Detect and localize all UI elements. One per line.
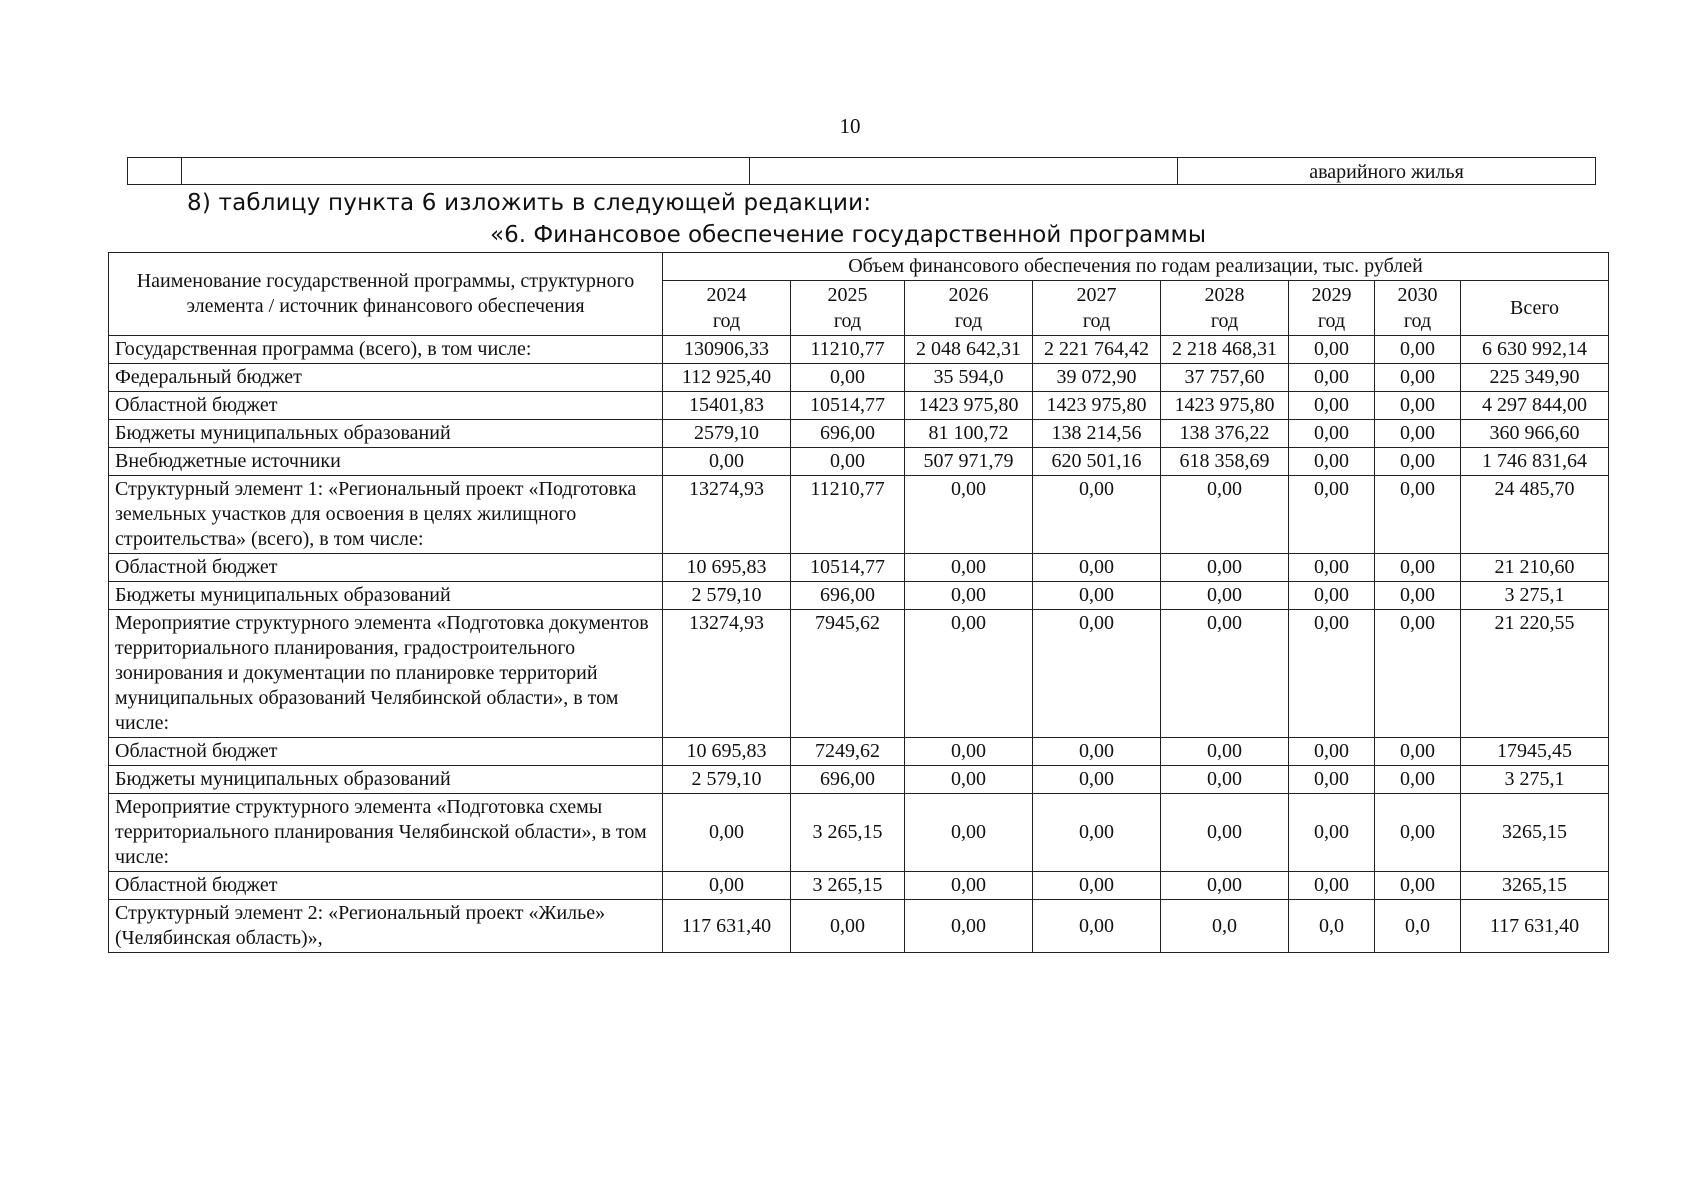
row-total-cell: 3265,15: [1461, 872, 1609, 900]
row-value-cell: 0,00: [1375, 420, 1461, 448]
row-value-cell: 81 100,72: [905, 420, 1033, 448]
row-value-cell: 0,00: [1375, 364, 1461, 392]
table-row: [109, 872, 1609, 900]
row-value-cell: 2 579,10: [663, 766, 791, 794]
row-name: Областной бюджет: [109, 738, 663, 766]
row-value-cell: 10 695,83: [663, 554, 791, 582]
row-value-cell: 7945,62: [791, 610, 905, 738]
row-name: Структурный элемент 2: «Региональный проект «Жилье» (Челябинская область)»,: [109, 900, 663, 953]
row-value-cell: 0,00: [1375, 582, 1461, 610]
table-row: [109, 420, 1609, 448]
row-value-cell: 0,00: [1375, 794, 1461, 872]
row-value-cell: 10514,77: [791, 392, 905, 420]
table-row: [109, 766, 1609, 794]
year-unit: год: [1317, 310, 1346, 332]
year-unit: год: [954, 310, 983, 332]
column-header-group: Объем финансового обеспечения по годам реализации, тыс. рублей: [663, 253, 1609, 281]
year-label: 2030: [1397, 284, 1438, 306]
column-header-year: [663, 281, 791, 336]
row-value-cell: 7249,62: [791, 738, 905, 766]
column-header-year: [1289, 281, 1375, 336]
row-value-cell: 11210,77: [791, 336, 905, 364]
row-value-cell: 3 265,15: [791, 794, 905, 872]
row-value-cell: 0,00: [1033, 794, 1161, 872]
row-value-cell: 2 579,10: [663, 582, 791, 610]
row-value-cell: 0,00: [1033, 900, 1161, 953]
row-value-cell: 37 757,60: [1161, 364, 1289, 392]
table-row: [128, 158, 1596, 185]
row-value-cell: 0,00: [1375, 554, 1461, 582]
row-value-cell: 13274,93: [663, 476, 791, 554]
table-row: [109, 738, 1609, 766]
row-value-cell: 0,00: [1289, 872, 1375, 900]
year-unit: год: [1403, 310, 1432, 332]
row-total-cell: 17945,45: [1461, 738, 1609, 766]
table-row: [109, 336, 1609, 364]
row-value-cell: 0,00: [1033, 610, 1161, 738]
financing-table: [108, 252, 1609, 953]
year-label: 2026: [948, 284, 989, 306]
row-value-cell: 0,00: [1033, 554, 1161, 582]
table-row: [109, 610, 1609, 738]
year-unit: год: [1082, 310, 1111, 332]
row-value-cell: 0,00: [1375, 392, 1461, 420]
row-value-cell: 620 501,16: [1033, 448, 1161, 476]
row-total-cell: 360 966,60: [1461, 420, 1609, 448]
row-name: Областной бюджет: [109, 554, 663, 582]
row-value-cell: 0,00: [1161, 738, 1289, 766]
row-value-cell: 0,00: [905, 554, 1033, 582]
row-total-cell: 117 631,40: [1461, 900, 1609, 953]
row-value-cell: 0,00: [1033, 872, 1161, 900]
row-value-cell: 0,0: [1161, 900, 1289, 953]
row-value-cell: 696,00: [791, 582, 905, 610]
row-value-cell: 0,00: [1033, 582, 1161, 610]
row-value-cell: 0,00: [1033, 476, 1161, 554]
row-value-cell: 0,00: [1289, 582, 1375, 610]
row-total-cell: 6 630 992,14: [1461, 336, 1609, 364]
column-header-year: [1033, 281, 1161, 336]
table-cell: аварийного жилья: [1178, 158, 1596, 185]
row-value-cell: 0,0: [1289, 900, 1375, 953]
row-value-cell: 0,00: [905, 738, 1033, 766]
row-value-cell: 0,00: [1375, 738, 1461, 766]
row-value-cell: 13274,93: [663, 610, 791, 738]
row-value-cell: 0,00: [1289, 448, 1375, 476]
row-value-cell: 130906,33: [663, 336, 791, 364]
row-value-cell: 10514,77: [791, 554, 905, 582]
row-value-cell: 0,00: [1289, 794, 1375, 872]
row-value-cell: 0,00: [905, 872, 1033, 900]
row-name: Федеральный бюджет: [109, 364, 663, 392]
row-total-cell: 21 210,60: [1461, 554, 1609, 582]
row-value-cell: 0,00: [1375, 476, 1461, 554]
row-name: Областной бюджет: [109, 392, 663, 420]
row-value-cell: 0,00: [905, 766, 1033, 794]
row-value-cell: 0,00: [1375, 872, 1461, 900]
row-value-cell: 0,00: [1375, 336, 1461, 364]
year-label: 2028: [1204, 284, 1245, 306]
table-row: [109, 448, 1609, 476]
row-value-cell: 138 214,56: [1033, 420, 1161, 448]
row-value-cell: 0,00: [1033, 766, 1161, 794]
row-value-cell: 11210,77: [791, 476, 905, 554]
row-value-cell: 0,00: [1289, 554, 1375, 582]
row-value-cell: 138 376,22: [1161, 420, 1289, 448]
column-header-total: Всего: [1461, 281, 1609, 336]
row-value-cell: 0,00: [791, 900, 905, 953]
row-value-cell: 2 218 468,31: [1161, 336, 1289, 364]
table-cell: [128, 158, 182, 185]
row-value-cell: 0,00: [905, 900, 1033, 953]
column-header-name: Наименование государственной программы, структурного элемента / источник финансового обеспечения: [109, 253, 663, 336]
previous-table-fragment: [127, 157, 1596, 185]
row-total-cell: 3 275,1: [1461, 582, 1609, 610]
row-value-cell: 0,00: [1289, 476, 1375, 554]
year-unit: год: [712, 310, 741, 332]
row-value-cell: 0,00: [1161, 582, 1289, 610]
row-total-cell: 24 485,70: [1461, 476, 1609, 554]
row-value-cell: 696,00: [791, 420, 905, 448]
row-value-cell: 0,00: [663, 872, 791, 900]
row-value-cell: 0,00: [1375, 610, 1461, 738]
row-value-cell: 2 048 642,31: [905, 336, 1033, 364]
row-value-cell: 0,00: [1161, 610, 1289, 738]
row-value-cell: 1423 975,80: [1033, 392, 1161, 420]
row-value-cell: 0,00: [1161, 872, 1289, 900]
column-header-year: [791, 281, 905, 336]
row-total-cell: 225 349,90: [1461, 364, 1609, 392]
table-row: [109, 582, 1609, 610]
row-value-cell: 696,00: [791, 766, 905, 794]
table-cell: [182, 158, 750, 185]
row-name: Мероприятие структурного элемента «Подготовка схемы территориального планирования Челябинской области», в том числе:: [109, 794, 663, 872]
row-value-cell: 0,00: [1375, 766, 1461, 794]
year-label: 2024: [706, 284, 747, 306]
row-value-cell: 117 631,40: [663, 900, 791, 953]
row-value-cell: 1423 975,80: [1161, 392, 1289, 420]
row-value-cell: 0,00: [791, 448, 905, 476]
column-header-year: [1161, 281, 1289, 336]
row-value-cell: 15401,83: [663, 392, 791, 420]
year-label: 2029: [1311, 284, 1352, 306]
row-value-cell: 0,00: [905, 794, 1033, 872]
row-value-cell: 0,00: [1161, 766, 1289, 794]
table-row: [109, 900, 1609, 953]
row-value-cell: 0,00: [663, 794, 791, 872]
row-value-cell: 0,00: [1289, 738, 1375, 766]
row-value-cell: 39 072,90: [1033, 364, 1161, 392]
column-header-year: [905, 281, 1033, 336]
row-value-cell: 0,0: [1375, 900, 1461, 953]
table-row: [109, 794, 1609, 872]
row-value-cell: 0,00: [1289, 610, 1375, 738]
row-name: Бюджеты муниципальных образований: [109, 582, 663, 610]
year-unit: год: [1210, 310, 1239, 332]
row-name: Мероприятие структурного элемента «Подготовка документов территориального планирования, градостроительного зонирования и документации по планировке территорий муниципальных образований Челябинской области», в том числе:: [109, 610, 663, 738]
row-name: Областной бюджет: [109, 872, 663, 900]
row-value-cell: 0,00: [1289, 766, 1375, 794]
row-total-cell: 1 746 831,64: [1461, 448, 1609, 476]
row-value-cell: 0,00: [1161, 476, 1289, 554]
row-name: Структурный элемент 1: «Региональный проект «Подготовка земельных участков для освоения в целях жилищного строительства» (всего), в том числе:: [109, 476, 663, 554]
row-value-cell: 0,00: [1375, 448, 1461, 476]
row-value-cell: 0,00: [1289, 336, 1375, 364]
table-row: [109, 392, 1609, 420]
table-row: [109, 364, 1609, 392]
row-name: Государственная программа (всего), в том числе:: [109, 336, 663, 364]
row-name: Внебюджетные источники: [109, 448, 663, 476]
row-value-cell: 0,00: [1033, 738, 1161, 766]
row-value-cell: 0,00: [1161, 794, 1289, 872]
table-row: [109, 476, 1609, 554]
row-value-cell: 112 925,40: [663, 364, 791, 392]
year-label: 2027: [1076, 284, 1117, 306]
row-value-cell: 0,00: [1289, 364, 1375, 392]
row-value-cell: 507 971,79: [905, 448, 1033, 476]
row-value-cell: 0,00: [663, 448, 791, 476]
page-number: 10: [839, 114, 861, 138]
row-value-cell: 10 695,83: [663, 738, 791, 766]
column-header-year: [1375, 281, 1461, 336]
row-total-cell: 21 220,55: [1461, 610, 1609, 738]
row-value-cell: 3 265,15: [791, 872, 905, 900]
row-total-cell: 4 297 844,00: [1461, 392, 1609, 420]
row-value-cell: 2579,10: [663, 420, 791, 448]
row-value-cell: 2 221 764,42: [1033, 336, 1161, 364]
row-value-cell: 35 594,0: [905, 364, 1033, 392]
table-row: [109, 554, 1609, 582]
row-value-cell: 0,00: [1289, 420, 1375, 448]
row-value-cell: 0,00: [1289, 392, 1375, 420]
row-total-cell: 3265,15: [1461, 794, 1609, 872]
row-value-cell: 0,00: [791, 364, 905, 392]
row-value-cell: 1423 975,80: [905, 392, 1033, 420]
row-value-cell: 0,00: [905, 582, 1033, 610]
row-name: Бюджеты муниципальных образований: [109, 766, 663, 794]
year-label: 2025: [827, 284, 868, 306]
header-row: [109, 253, 1609, 281]
section-title: «6. Финансовое обеспечение государственной программы: [490, 222, 1206, 248]
row-value-cell: 0,00: [905, 610, 1033, 738]
row-value-cell: 0,00: [905, 476, 1033, 554]
table-cell: [750, 158, 1178, 185]
row-name: Бюджеты муниципальных образований: [109, 420, 663, 448]
row-value-cell: 0,00: [1161, 554, 1289, 582]
year-unit: год: [833, 310, 862, 332]
amendment-instruction: 8) таблицу пункта 6 изложить в следующей редакции:: [187, 190, 872, 216]
row-value-cell: 618 358,69: [1161, 448, 1289, 476]
row-total-cell: 3 275,1: [1461, 766, 1609, 794]
